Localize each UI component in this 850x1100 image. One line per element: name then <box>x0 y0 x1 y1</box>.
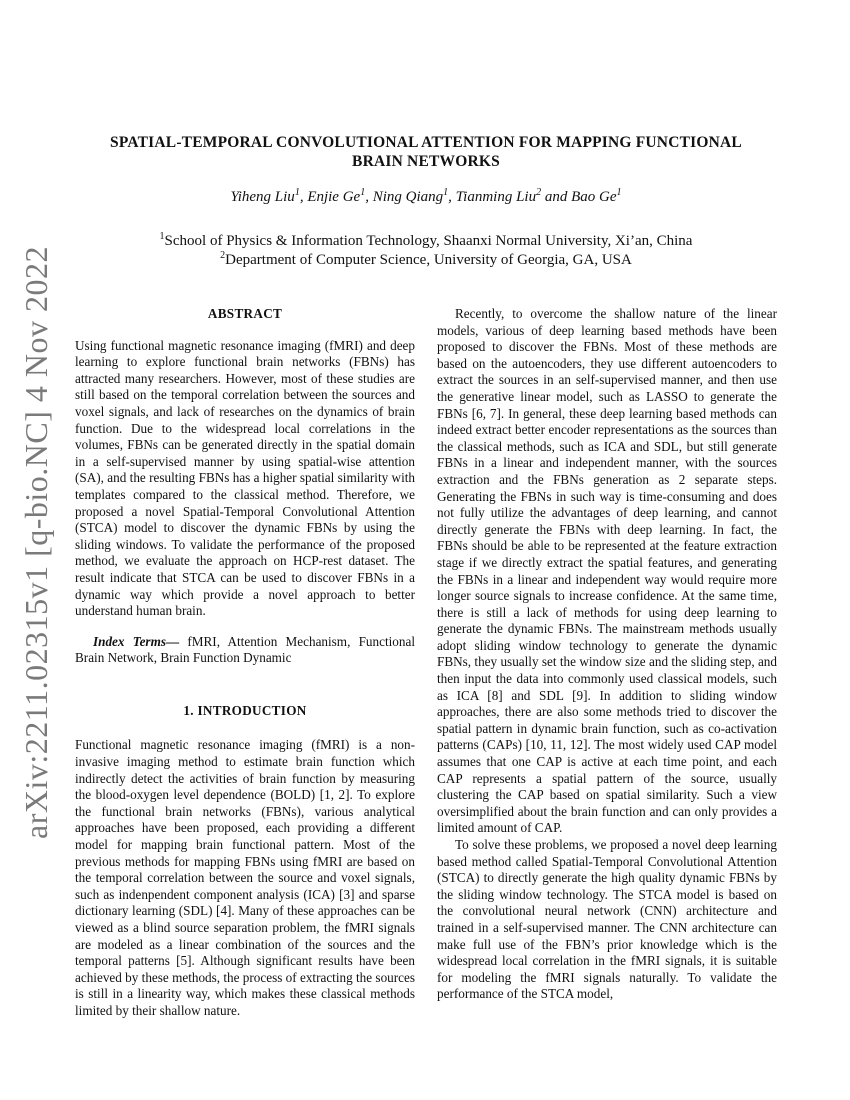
left-column <box>75 306 415 1020</box>
affiliation <box>75 251 777 270</box>
paper-title-line-2: BRAIN NETWORKS <box>352 153 500 170</box>
index-terms <box>75 634 415 667</box>
author-name: Enjie Ge <box>307 189 361 205</box>
arxiv-stamp <box>12 245 60 839</box>
affiliation-text: Department of Computer Science, University of Georgia, GA, USA <box>225 252 632 268</box>
affiliation-mark: 1 <box>159 231 165 242</box>
arxiv-stamp-text: arXiv:2211.02315v1 [q-bio.NC] 4 Nov 2022 <box>17 245 54 839</box>
author-affil-mark: 1 <box>616 187 622 198</box>
index-terms-text: fMRI, Attention Mechanism, Functional Brain Network, Brain Function Dynamic <box>75 633 415 666</box>
affiliation-list <box>75 232 777 270</box>
affiliation <box>75 232 777 251</box>
paper-title <box>75 133 777 171</box>
abstract-paragraph: Using functional magnetic resonance imaging (fMRI) and deep learning to explore functional brain networks (FBNs) has attracted many researchers. However, most of these studies are still based on the temporal correlation between the sources and voxel signals, and lack of researches on the dynamics of brain function. Due to the widespread local correlations in the volumes, FBNs can be generated directly in the spatial domain in a self-supervised manner by using spatial-wise attention (SA), and the resulting FBNs has a higher spatial similarity with templates compared to the classical method. Therefore, we proposed a novel Spatial-Temporal Convolutional Attention (STCA) model to discover the dynamic FBNs by using the sliding windows. To validate the performance of the proposed method, we evaluate the approach on HCP-rest dataset. The result indicate that STCA can be used to discover FBNs in a dynamic way which provide a novel approach to better understand human brain. <box>75 337 415 619</box>
paper-title-line-1: SPATIAL-TEMPORAL CONVOLUTIONAL ATTENTION FOR MAPPING FUNCTIONAL <box>110 134 742 151</box>
author-name: Ning Qiang <box>372 189 444 205</box>
body-paragraph: To solve these problems, we proposed a novel deep learning based method called Spatial-Temporal Convolutional Attention (STCA) to directly generate the high quality dynamic FBNs by the sliding window technology. The STCA model is based on the convolutional neural network (CNN) architecture and trained in a self-supervised manner. The CNN architecture can make full use of the FBN’s prior knowledge which is the widespread local correlation in the fMRI signals, it is suitable for modeling the fMRI signals naturally. To validate the performance of the STCA model, <box>437 837 777 1002</box>
author-separator: , <box>299 189 308 205</box>
author-affil-mark: 1 <box>294 187 300 198</box>
author-separator: , <box>448 189 456 205</box>
author-name: Tianming Liu <box>455 189 537 205</box>
author-affil-mark: 1 <box>443 187 449 198</box>
author-affil-mark: 2 <box>536 187 542 198</box>
affiliation-text: School of Physics & Information Technology, Shaanxi Normal University, Xi’an, China <box>164 233 693 249</box>
author-separator: and <box>541 189 572 205</box>
author-affil-mark: 1 <box>360 187 366 198</box>
intro-paragraph: Functional magnetic resonance imaging (fMRI) is a non-invasive imaging method to estimate brain function which indirectly detect the activities of brain function by measuring the blood-oxygen level dependence (BOLD) [1, 2]. To explore the functional brain networks (FBNs), various analytical approaches have been proposed, each providing a different model for mapping brain functional pattern. Most of the previous methods for mapping FBNs using fMRI are based on the temporal correlation between the source and voxel signals, such as indenpendent component analysis (ICA) [3] and sparse dictionary learning (SDL) [4]. Many of these approaches can be viewed as a blind source separation problem, the fMRI signals are modeled as a linear combination of the sources and the temporal patterns [5]. Although significant results have been achieved by these methods, the process of extracting the sources is still in a linearity way, which makes these classical methods limited by their shallow nature. <box>75 737 415 1018</box>
body-paragraph: Recently, to overcome the shallow nature of the linear models, various of deep learning based methods have been proposed to discover the FBNs. Most of these methods are based on the autoencoders, they use different autoencoders to extract the sources in an self-supervised manner, and then use the generative linear model, such as LASSO to generate the FBNs [6, 7]. In general, these deep learning based methods can indeed extract better encoder representations as the sources than the classical methods, such as ICA and SDL, but still generate FBNs in a linear and independent manner, with the sources extraction and the FBNs generation as 2 separate steps. Generating the FBNs in such way is time-consuming and does not fully utilize the advantages of deep learning, and cannot directly generate the FBNs with deep learning. In fact, the FBNs should be able to be represented at the feature extraction stage if we directly extract the spatial features, and generating the FBNs in a linear and independent way would require more longer source signals to increase confidence. At the same time, there is still a lack of methods for using deep learning to generate the dynamic FBNs. The mainstream methods usually adopt sliding window technology to generate the dynamic FBNs, they usually set the window size and the sliding step, and then input the data into commonly used classical models, such as ICA [8] and SDL [9]. In addition to sliding window approaches, there are also some methods tried to discover the spatial pattern in dynamic brain function, such as co-activation patterns (CAPs) [10, 11, 12]. The most widely used CAP model assumes that one CAP is active at each time point, and each CAP represents a spatial pattern of the source, usually clustering the CAP based on spatial similarity. Such a view oversimplified about the brain function and can only provides a limited amount of CAP. <box>437 306 777 836</box>
author-separator: , <box>365 189 373 205</box>
author-list <box>75 189 777 206</box>
author-name: Bao Ge <box>571 189 617 205</box>
affiliation-mark: 2 <box>220 250 226 261</box>
author-name: Yiheng Liu <box>230 189 295 205</box>
index-terms-label: Index Terms— <box>93 633 180 649</box>
section-heading-introduction: 1. INTRODUCTION <box>183 702 307 718</box>
right-column <box>437 306 777 1003</box>
abstract-heading: ABSTRACT <box>207 306 283 321</box>
